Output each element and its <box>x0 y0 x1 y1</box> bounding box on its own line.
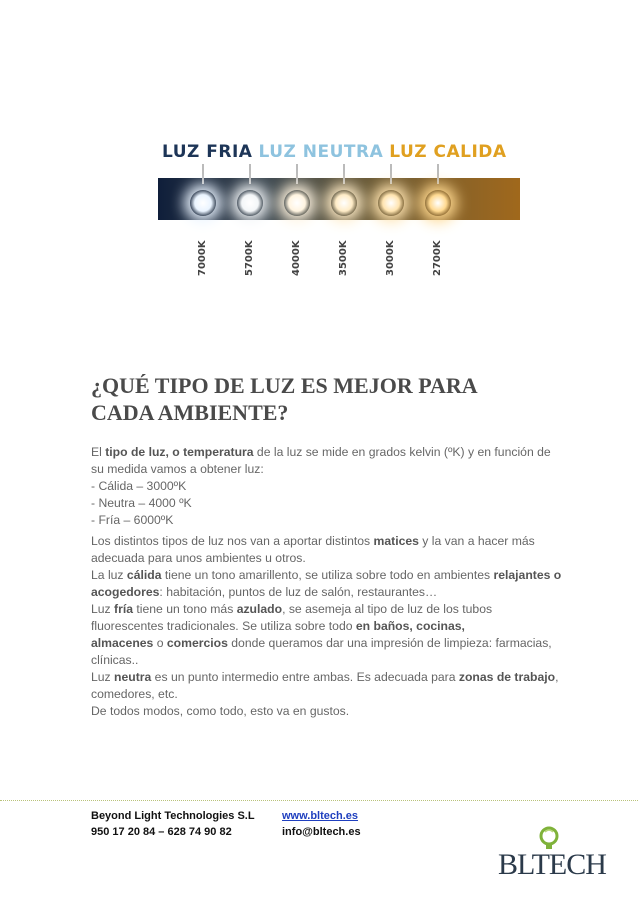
tick <box>343 164 345 184</box>
logo-wordmark: BLTECH <box>498 848 606 881</box>
tick <box>249 164 251 184</box>
tick <box>437 164 439 184</box>
email-address: info@bltech.es <box>282 826 361 838</box>
bltech-logo <box>498 826 608 886</box>
kelvin-label: 3500K <box>338 240 349 276</box>
description-paragraph: Los distintos tipos de luz nos van a aportar distintos matices y la van a hacer más adecuada para unos ambientes u otros. La luz cálida tiene un tono amarillento, se utiliza sobre todo en ambientes relajantes o acogedores: habitación, puntos de luz de salón, restaurantes… Luz fría tiene un tono más azulado, se asemeja al tipo de luz de los tubos fluorescentes tradicionales. Se utiliza sobre todo en baños, cocinas, almacenes o comercios donde queramos dar una impresión de limpieza: farmacias, clínicas.. Luz neutra es un punto intermedio entre ambas. Es adecuada para zonas de trabajo, comedores, etc. De todos modos, como todo, esto va en gustos. <box>91 534 562 718</box>
footer-divider <box>0 800 638 801</box>
kelvin-label: 5700K <box>244 240 255 276</box>
bulb-2700k <box>425 190 451 216</box>
bulb-7000k <box>190 190 216 216</box>
tick <box>202 164 204 184</box>
page-title: ¿QUÉ TIPO DE LUZ ES MEJOR PARA CADA AMBIENTE? <box>91 373 478 425</box>
bulb-5700k <box>237 190 263 216</box>
website-link[interactable]: www.bltech.es <box>282 810 359 822</box>
bulb-3500k <box>331 190 357 216</box>
label-neutral-light: LUZ NEUTRA <box>258 142 384 162</box>
intro-paragraph: El tipo de luz, o temperatura de la luz se mide en grados kelvin (ºK) y en función de su medida vamos a obtener luz: - Cálida – 3000ºK - Neutra – 4000 ºK - Fría – 6000ºK <box>91 445 551 527</box>
footer-company-info <box>91 808 255 840</box>
kelvin-label: 4000K <box>291 240 302 276</box>
kelvin-label: 7000K <box>197 240 208 276</box>
company-name: Beyond Light Technologies S.L <box>91 810 255 822</box>
tick <box>296 164 298 184</box>
tick <box>390 164 392 184</box>
label-cold-light: LUZ FRIA <box>162 142 253 162</box>
kelvin-label: 3000K <box>385 240 396 276</box>
phone-numbers: 950 17 20 84 – 628 74 90 82 <box>91 826 232 838</box>
kelvin-label: 2700K <box>432 240 443 276</box>
bulb-3000k <box>378 190 404 216</box>
footer-contact <box>282 808 361 840</box>
label-warm-light: LUZ CALIDA <box>389 142 507 162</box>
color-temperature-banner <box>158 138 528 278</box>
banner-title <box>162 142 513 162</box>
bulb-4000k <box>284 190 310 216</box>
